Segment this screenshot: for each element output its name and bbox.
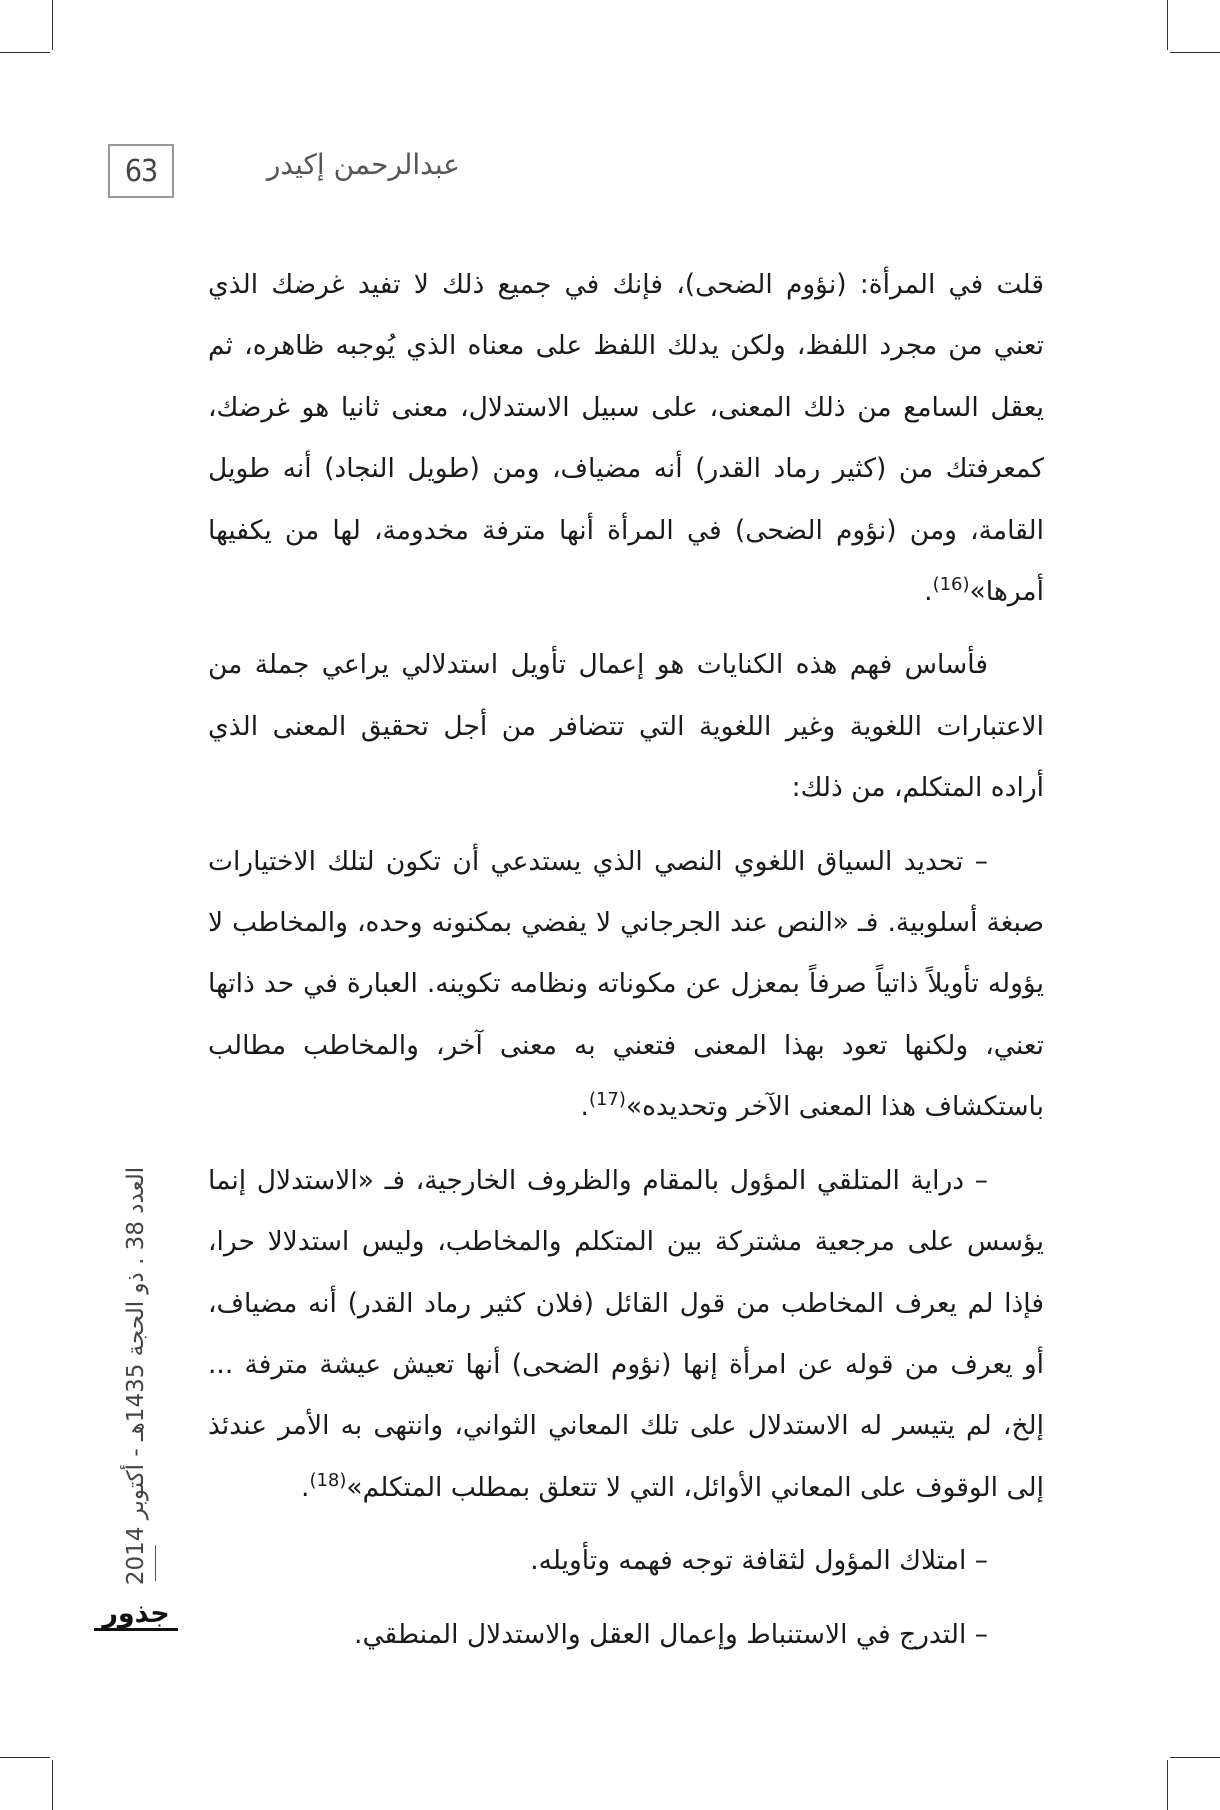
divider xyxy=(155,1545,156,1581)
paragraph-text: فأساس فهم هذه الكنايات هو إعمال تأويل استدلالي يراعي جملة من الاعتبارات اللغوية وغير اللغوية التي تتضافر من أجل تحقيق المعنى الذي أراده المتكلم، من ذلك: xyxy=(208,649,1044,804)
crop-mark xyxy=(52,1760,53,1810)
bullet-item xyxy=(208,1530,1044,1591)
paragraph-end: . xyxy=(580,1091,589,1123)
bullet-item xyxy=(208,1604,1044,1665)
page-number: 63 xyxy=(108,144,174,198)
paragraph-end: . xyxy=(924,576,933,608)
paragraph xyxy=(208,1150,1044,1518)
crop-mark xyxy=(52,0,53,50)
journal-issue-info xyxy=(112,1168,160,1584)
paragraph-text: – دراية المتلقي المؤول بالمقام والظروف الخارجية، فـ «الاستدلال إنما يؤسس على مرجعية مشتركة بين المتكلم والمخاطب، وليس استدلالا حرا، فإذا لم يعرف المخاطب من قول القائل (فلان كثير رماد القدر) أنه مضياف، أو يعرف من قوله عن امرأة إنها (نؤوم الضحى) أنها تعيش عيشة مترفة ... إلخ، لم يتيسر له الاستدلال على تلك المعاني الثواني، وانتهى به الأمر عندئذ إلى الوقوف على المعاني الأوائل، التي لا تتعلق بمطلب المتكلم» xyxy=(208,1164,1044,1503)
footnote-ref: (16) xyxy=(932,574,970,596)
paragraph-text: – التدرج في الاستنباط وإعمال العقل والاستدلال المنطقي. xyxy=(354,1618,988,1650)
paragraph-text: – تحديد السياق اللغوي النصي الذي يستدعي أن تكون لتلك الاختيارات صبغة أسلوبية. فـ «النص عند الجرجاني لا يفضي بمكنونه وحده، والمخاطب لا يؤوله تأويلاً ذاتياً صرفاً بمعزل عن مكوناته ونظامه تكوينه. العبارة في حد ذاتها تعني، ولكنها تعود بهذا المعنى فتعني به معنى آخر، والمخاطب مطالب باستكشاف هذا المعنى الآخر وتحديده» xyxy=(208,845,1044,1123)
footnote-ref: (18) xyxy=(309,1469,347,1491)
crop-mark xyxy=(1170,1757,1220,1758)
crop-mark xyxy=(1167,1760,1168,1810)
paragraph-text: – امتلاك المؤول لثقافة توجه فهمه وتأويله. xyxy=(530,1545,988,1577)
journal-logo: جذور xyxy=(94,1597,178,1631)
footnote-ref: (17) xyxy=(588,1089,626,1111)
journal-issue-text: العدد 38 . ذو الحجة 1435هـ - أكتوبر 2014 xyxy=(123,1166,149,1586)
paragraph-end: . xyxy=(301,1471,310,1503)
crop-mark xyxy=(0,1757,50,1758)
paragraph xyxy=(208,634,1044,818)
crop-mark xyxy=(0,52,50,53)
crop-mark xyxy=(1167,0,1168,50)
paragraph xyxy=(208,254,1044,622)
running-header-author: عبدالرحمن إكيدر xyxy=(266,148,460,181)
article-body xyxy=(208,254,1044,1665)
paragraph-text: قلت في المرأة: (نؤوم الضحى)، فإنك في جميع ذلك لا تفيد غرضك الذي تعني من مجرد اللفظ، ولكن يدلك اللفظ على معناه الذي يُوجبه ظاهره، ثم يعقل السامع من ذلك المعنى، على سبيل الاستدلال، معنى ثانيا هو غرضك، كمعرفتك من (كثير رماد القدر) أنه مضياف، ومن (طويل النجاد) أنه طويل القامة، ومن (نؤوم الضحى) في المرأة أنها مترفة مخدومة، لها من يكفيها أمرها» xyxy=(208,269,1044,608)
crop-mark xyxy=(1170,52,1220,53)
paragraph xyxy=(208,831,1044,1138)
